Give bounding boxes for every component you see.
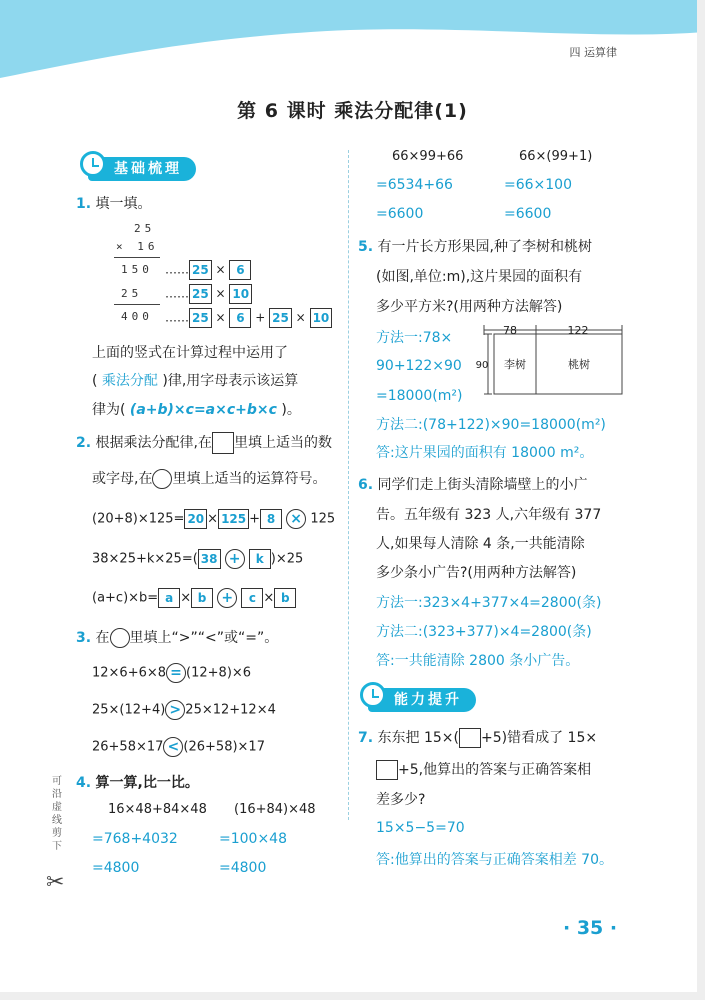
page-edge-bottom <box>0 992 705 1000</box>
q4cont-left-step2: =6600 <box>376 206 424 222</box>
q2-row1: (20+8)×125= 20 × 125 + 8 × 125 <box>92 511 336 527</box>
q6-text3: 人,如果每人清除 4 条,一共能清除 <box>376 536 585 552</box>
page-edge <box>697 0 705 1000</box>
q5-text3: 多少平方米?(用两种方法解答) <box>376 299 563 315</box>
q1-text1: 上面的竖式在计算过程中运用了 <box>92 345 288 361</box>
q1-vertical-line5: 400 <box>121 310 153 323</box>
q7-text3: 差多少? <box>376 792 426 808</box>
q4-left-step2: =4800 <box>92 860 140 876</box>
q1-text3: 律为( (a+b)×c=a×c+b×c )。 <box>92 402 301 418</box>
q6-text1: 6. 同学们走上街头清除墙壁上的小广 <box>358 477 588 493</box>
q3-header: 3. 在 里填上“>”“<”或“=”。 <box>76 630 279 646</box>
diagram-label-plum: 李树 <box>504 358 526 371</box>
q4-right-expr: (16+84)×48 <box>234 802 316 817</box>
q6-answer: 答:一共能清除 2800 条小广告。 <box>376 653 580 669</box>
q3-row1: 12×6+6×8 = (12+8)×6 <box>92 665 252 681</box>
q1-vertical-line2: × 16 <box>116 240 159 253</box>
q4cont-right-step2: =6600 <box>504 206 552 222</box>
q4-left-expr: 16×48+84×48 <box>108 802 207 817</box>
q4cont-left-expr: 66×99+66 <box>392 149 464 164</box>
q2-row3: (a+c)×b= a × b + c × b <box>92 588 296 608</box>
q7-text1: 7. 东东把 15×( +5)错看成了 15× <box>358 730 598 746</box>
q6-method2: 方法二:(323+377)×4=2800(条) <box>376 624 592 640</box>
q6-text2: 告。五年级有 323 人,六年级有 377 <box>376 507 602 523</box>
q5-method1a: 方法一:78× <box>376 330 453 346</box>
q2-row2: 38×25+k×25=( 38 + k )×25 <box>92 551 304 567</box>
q1-text2: ( 乘法分配 )律,用字母表示该运算 <box>92 373 299 389</box>
q4-header: 4. 算一算,比一比。 <box>76 775 199 791</box>
scissors-icon: ✂ <box>46 870 65 895</box>
q1-vertical-line4: 25 <box>121 287 143 300</box>
q1-row2: …… 25 × 10 <box>165 284 252 304</box>
q5-method2: 方法二:(78+122)×90=18000(m²) <box>376 417 606 433</box>
q2-text1: 2. 根据乘法分配律,在 里填上适当的数 <box>76 432 332 454</box>
top-wave-band <box>0 0 705 80</box>
q3-row2: 25×(12+4) > 25×12+12×4 <box>92 702 276 718</box>
q5-answer: 答:这片果园的面积有 18000 m²。 <box>376 445 594 461</box>
q7-text2: +5,他算出的答案与正确答案相 <box>376 759 591 780</box>
q5-text2: (如图,单位:m),这片果园的面积有 <box>376 269 583 285</box>
column-divider <box>348 150 349 820</box>
q1-vertical-rule <box>114 257 160 258</box>
q4-right-step1: =100×48 <box>219 831 287 847</box>
q7-calc: 15×5−5=70 <box>376 820 465 836</box>
q4-right-step2: =4800 <box>219 860 267 876</box>
section-label: 四 运算律 <box>569 46 617 59</box>
q1-row1: …… 25 × 6 <box>165 260 251 280</box>
q6-method1: 方法一:323×4+377×4=2800(条) <box>376 595 602 611</box>
badge-basic: 基础梳理 <box>88 157 196 181</box>
clock-icon <box>80 151 106 177</box>
q4-left-step1: =768+4032 <box>92 831 178 847</box>
q5-method1b: 90+122×90 <box>376 358 462 374</box>
badge-advance: 能力提升 <box>368 688 476 712</box>
q5-method1c: =18000(m²) <box>376 388 463 404</box>
q1-row3: …… 25 × 6 + 25 × 10 <box>165 308 332 328</box>
orchard-diagram <box>474 322 626 402</box>
q7-answer: 答:他算出的答案与正确答案相差 70。 <box>376 852 613 868</box>
q4cont-right-step1: =66×100 <box>504 177 572 193</box>
diagram-width1: 78 <box>503 324 517 337</box>
q3-row3: 26+58×17 < (26+58)×17 <box>92 739 265 755</box>
q6-text4: 多少条小广告?(用两种方法解答) <box>376 565 577 581</box>
q1-header: 1. 填一填。 <box>76 196 152 212</box>
q5-text1: 5. 有一片长方形果园,种了李树和桃树 <box>358 239 592 255</box>
q1-vertical-line1: 25 <box>134 222 156 235</box>
diagram-label-peach: 桃树 <box>568 358 590 371</box>
diagram-width2: 122 <box>567 324 589 337</box>
q1-vertical-line3: 150 <box>121 263 153 276</box>
q2-text2: 或字母,在 里填上适当的运算符号。 <box>92 471 327 487</box>
clock-icon <box>360 682 386 708</box>
q1-vertical-rule <box>114 304 160 305</box>
q4cont-right-expr: 66×(99+1) <box>519 149 593 164</box>
cut-line-note: 可沿虚线剪下 <box>52 776 62 852</box>
lesson-title: 第 6 课时 乘法分配律(1) <box>237 100 468 122</box>
q4cont-left-step1: =6534+66 <box>376 177 453 193</box>
page-number: · 35 · <box>563 917 618 939</box>
diagram-height: 90 <box>475 360 489 371</box>
